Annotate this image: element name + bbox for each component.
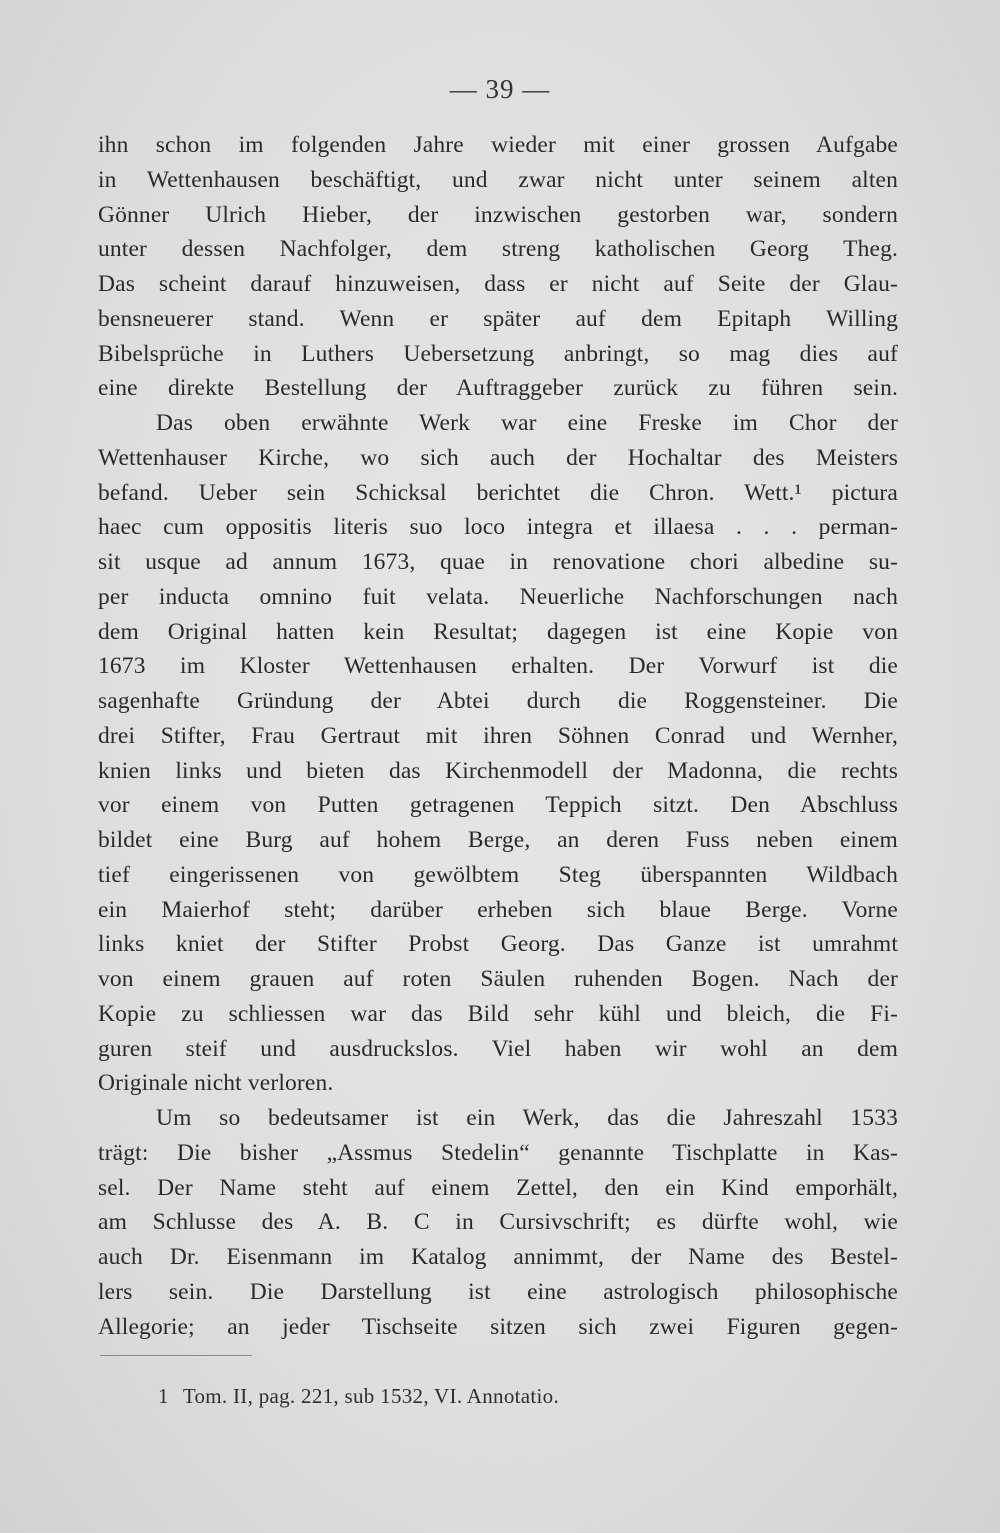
- text-line: ein Maierhof steht; darüber erheben sich blaue Berge. Vorne: [98, 896, 898, 923]
- text-line: bildet eine Burg auf hohem Berge, an deren Fuss neben einem: [98, 827, 898, 853]
- text-line: von einem grauen auf roten Säulen ruhenden Bogen. Nach der: [98, 966, 898, 992]
- text-line: bensneuerer stand. Wenn er später auf dem Epitaph Willing: [98, 305, 898, 332]
- text-line: lers sein. Die Darstellung ist eine astrologisch philosophische: [98, 1278, 898, 1305]
- text-line: trägt: Die bisher „Assmus Stedelin“ genannte Tischplatte in Kas-: [98, 1139, 898, 1166]
- text-line: Gönner Ulrich Hieber, der inzwischen gestorben war, sondern: [98, 201, 898, 228]
- text-line: sagenhafte Gründung der Abtei durch die Roggensteiner. Die: [98, 688, 898, 714]
- text-line: links kniet der Stifter Probst Georg. Das Ganze ist umrahmt: [98, 931, 898, 958]
- footnote-divider: [100, 1355, 252, 1356]
- text-line: tief eingerissenen von gewölbtem Steg überspannten Wildbach: [98, 861, 898, 888]
- text-line: sit usque ad annum 1673, quae in renovatione chori albedine su-: [98, 549, 898, 575]
- text-line: Um so bedeutsamer ist ein Werk, das die Jahreszahl 1533: [156, 1105, 898, 1131]
- text-line: in Wettenhausen beschäftigt, und zwar nicht unter seinem alten: [98, 166, 898, 193]
- text-line: Das oben erwähnte Werk war eine Freske im Chor der: [156, 410, 898, 436]
- text-line: guren steif und ausdruckslos. Viel haben wir wohl an dem: [98, 1035, 898, 1062]
- text-line: dem Original hatten kein Resultat; dagegen ist eine Kopie von: [98, 618, 898, 645]
- text-line: Kopie zu schliessen war das Bild sehr kühl und bleich, die Fi-: [98, 1000, 898, 1027]
- text-line: Bibelsprüche in Luthers Uebersetzung anbringt, so mag dies auf: [98, 340, 898, 367]
- text-line: Allegorie; an jeder Tischseite sitzen sich zwei Figuren gegen-: [98, 1313, 898, 1340]
- text-line: drei Stifter, Frau Gertraut mit ihren Söhnen Conrad und Wernher,: [98, 722, 898, 749]
- text-line: haec cum oppositis literis suo loco integra et illaesa . . . perman-: [98, 514, 898, 541]
- text-line: Originale nicht verloren.: [98, 1070, 334, 1097]
- footnote: [158, 1384, 559, 1409]
- text-line: per inducta omnino fuit velata. Neuerliche Nachforschungen nach: [98, 583, 898, 610]
- text-line: am Schlusse des A. B. C in Cursivschrift; es dürfte wohl, wie: [98, 1209, 898, 1236]
- body-text: [98, 128, 898, 1344]
- text-line: Wettenhauser Kirche, wo sich auch der Hochaltar des Meisters: [98, 444, 898, 471]
- text-line: vor einem von Putten getragenen Teppich sitzt. Den Abschluss: [98, 792, 898, 819]
- footnote-text: Tom. II, pag. 221, sub 1532, VI. Annotatio.: [182, 1384, 559, 1408]
- text-line: sel. Der Name steht auf einem Zettel, den ein Kind emporhält,: [98, 1174, 898, 1201]
- text-line: auch Dr. Eisenmann im Katalog annimmt, der Name des Bestel-: [98, 1244, 898, 1270]
- text-line: knien links und bieten das Kirchenmodell der Madonna, die rechts: [98, 757, 898, 784]
- footnote-number: 1: [158, 1384, 169, 1408]
- text-line: ihn schon im folgenden Jahre wieder mit einer grossen Aufgabe: [98, 132, 898, 158]
- text-line: eine direkte Bestellung der Auftraggeber zurück zu führen sein.: [98, 375, 898, 402]
- text-line: befand. Ueber sein Schicksal berichtet die Chron. Wett.¹ pictura: [98, 479, 898, 506]
- text-line: unter dessen Nachfolger, dem streng katholischen Georg Theg.: [98, 236, 898, 263]
- page-number: — 39 —: [449, 74, 551, 104]
- text-line: 1673 im Kloster Wettenhausen erhalten. Der Vorwurf ist die: [98, 653, 898, 680]
- text-line: Das scheint darauf hinzuweisen, dass er nicht auf Seite der Glau-: [98, 271, 898, 297]
